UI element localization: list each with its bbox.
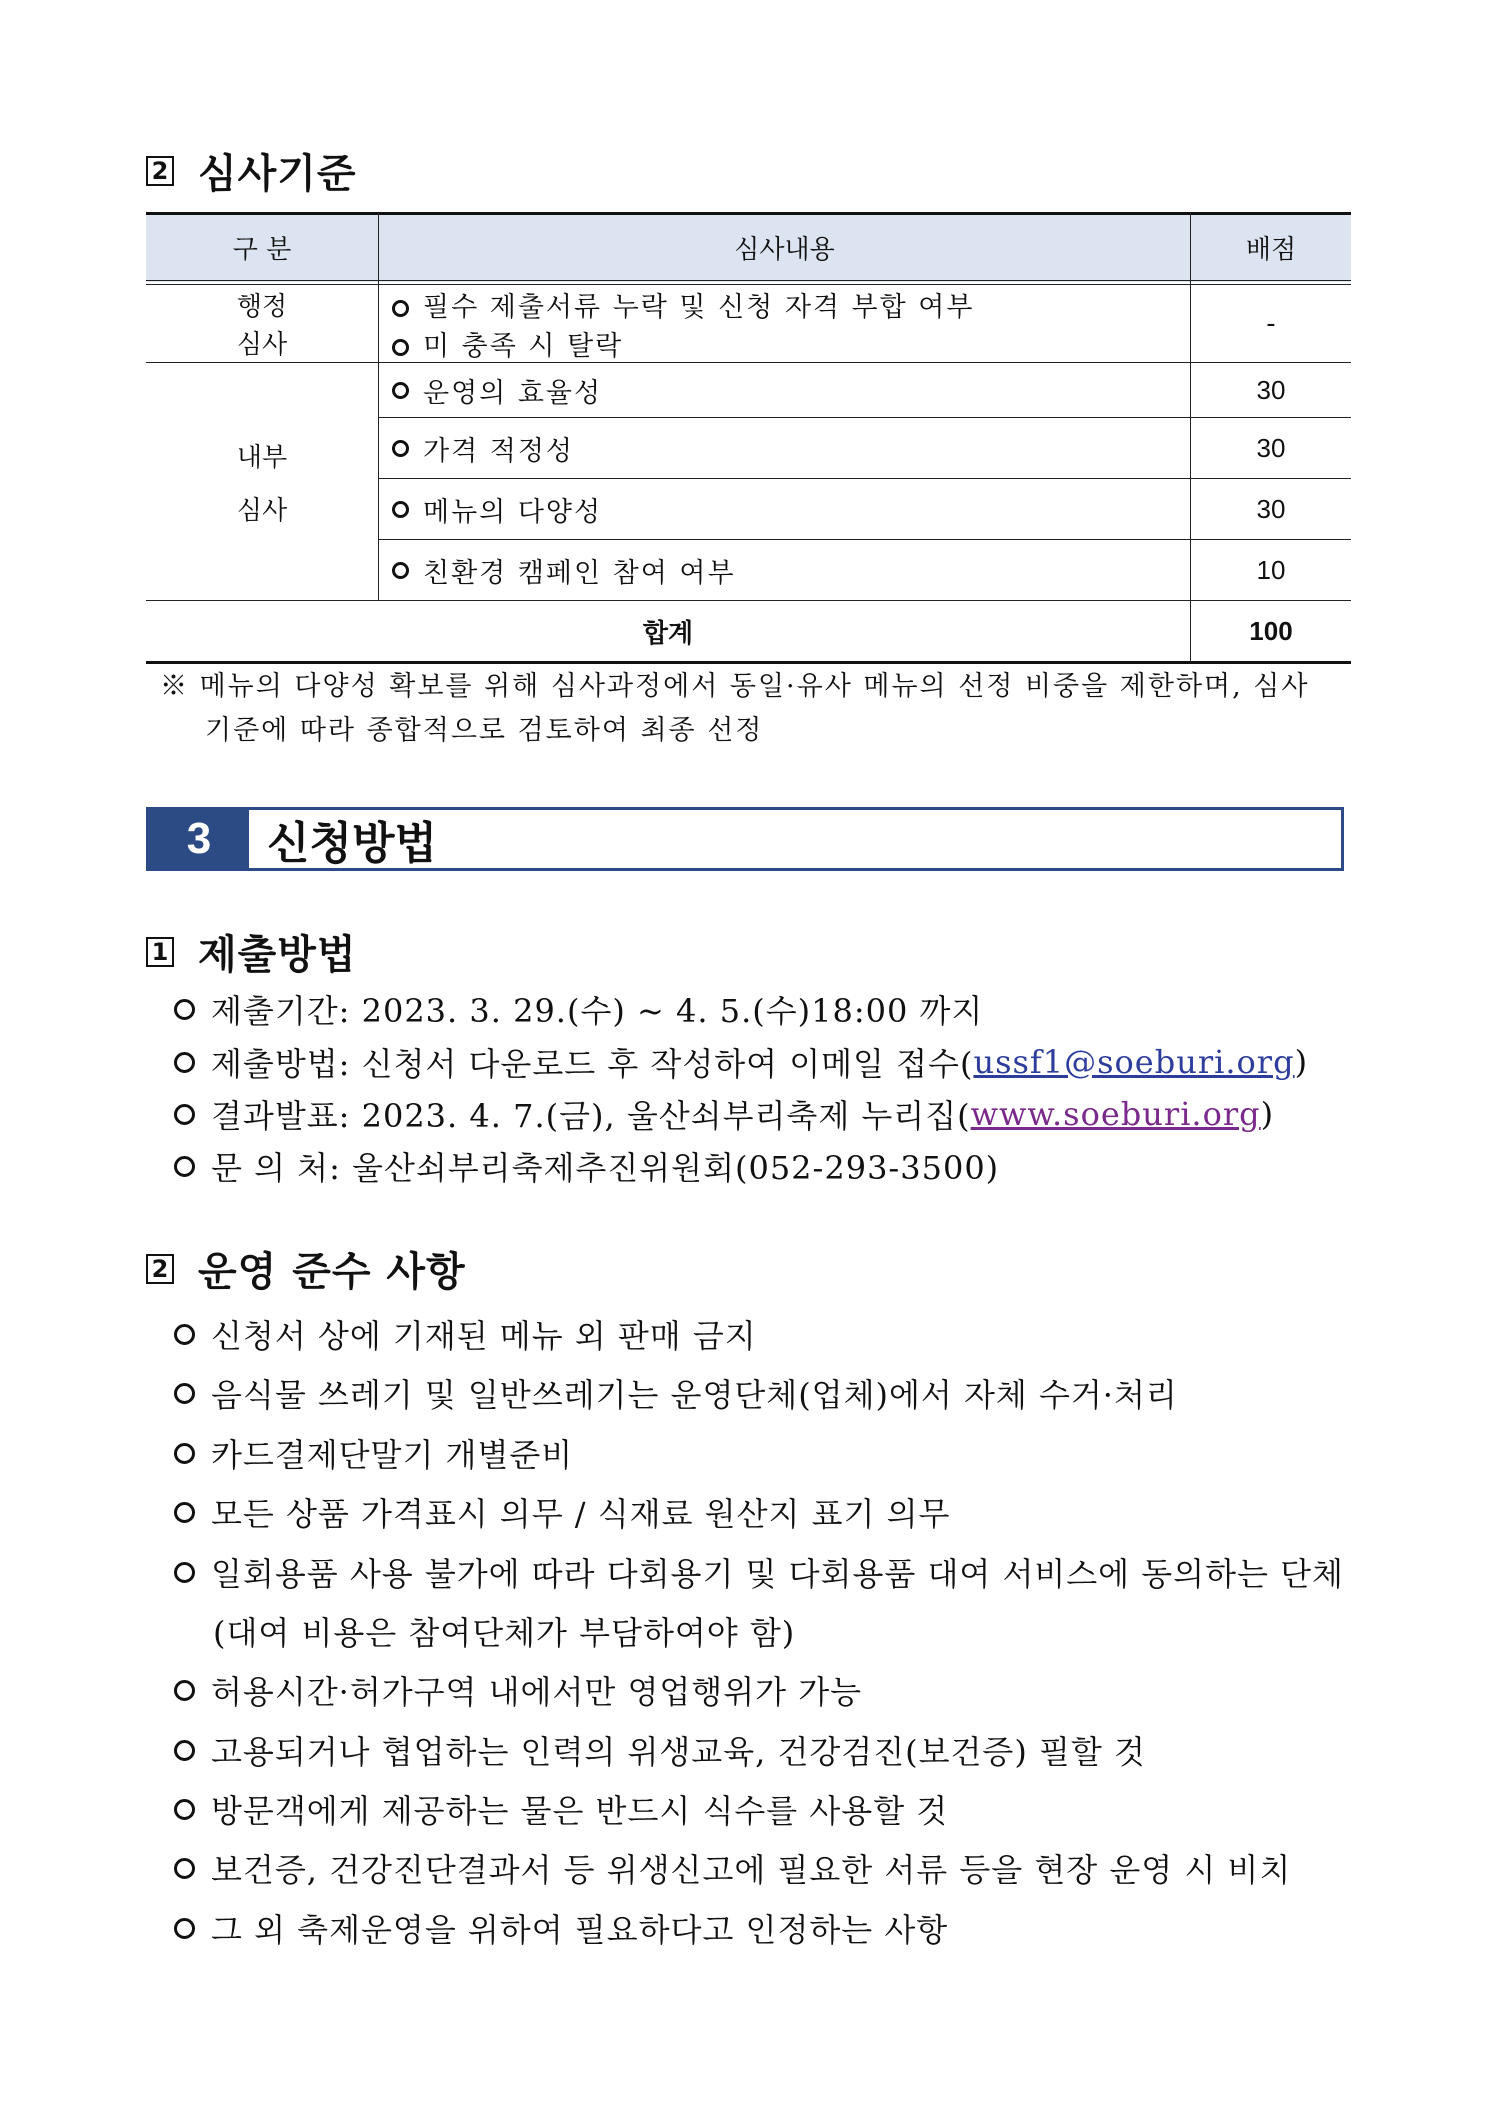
internal-item <box>392 363 1182 417</box>
circle-bullet-icon <box>174 1156 195 1177</box>
compliance-item-text: 그 외 축제운영을 위하여 필요하다고 인정하는 사항 <box>211 1911 949 1949</box>
circle-bullet-icon <box>392 339 409 356</box>
section-number: 3 <box>149 810 249 868</box>
internal-item <box>392 418 1182 478</box>
compliance-item-text: 카드결제단말기 개별준비 <box>211 1436 574 1474</box>
compliance-item <box>174 1727 1146 1773</box>
circle-bullet-icon <box>174 1740 195 1761</box>
submission-method-suffix: ) <box>1294 1043 1309 1081</box>
total-score: 100 <box>1249 615 1293 646</box>
compliance-item <box>174 1845 1291 1891</box>
compliance-item-text: 모든 상품 가격표시 의무 / 식재료 원산지 표기 의무 <box>211 1495 951 1533</box>
compliance-heading <box>146 1240 466 1297</box>
header-category: 구 분 <box>232 234 292 265</box>
submission-method-text: 제출방법: 신청서 다운로드 후 작성하여 이메일 접수( <box>211 1045 974 1083</box>
circle-bullet-icon <box>174 1680 195 1701</box>
compliance-item <box>174 1370 1178 1416</box>
internal-score: 10 <box>1256 554 1286 585</box>
circle-bullet-icon <box>174 1502 195 1523</box>
compliance-item-text: 허용시간·허가구역 내에서만 영업행위가 가능 <box>211 1673 863 1711</box>
compliance-item-text: 고용되거나 협업하는 인력의 위생교육, 건강검진(보건증) 필할 것 <box>211 1733 1146 1771</box>
internal-item-text: 친환경 캠페인 참여 여부 <box>423 557 736 589</box>
circle-bullet-icon <box>174 1104 195 1125</box>
circle-bullet-icon <box>174 1562 195 1583</box>
compliance-item <box>174 1786 948 1832</box>
internal-score: 30 <box>1256 493 1286 524</box>
circle-bullet-icon <box>392 440 409 457</box>
contact-info <box>174 1143 999 1189</box>
compliance-item-text: (대여 비용은 참여단체가 부담하여야 함) <box>213 1614 796 1652</box>
circle-bullet-icon <box>174 1858 195 1879</box>
circle-bullet-icon <box>174 1799 195 1820</box>
admin-score: - <box>1266 308 1276 339</box>
note-line-1: ※ 메뉴의 다양성 확보를 위해 심사과정에서 동일·유사 메뉴의 선정 비중을 제한하며, 심사 <box>160 671 1310 702</box>
internal-score: 30 <box>1256 432 1286 463</box>
compliance-item-text: 방문객에게 제공하는 물은 반드시 식수를 사용할 것 <box>211 1792 949 1830</box>
internal-item <box>392 479 1182 539</box>
compliance-item-text: 음식물 쓰레기 및 일반쓰레기는 운영단체(업체)에서 자체 수거·처리 <box>211 1376 1178 1414</box>
submission-heading <box>146 923 357 980</box>
circle-bullet-icon <box>174 1383 195 1404</box>
internal-item-text: 가격 적정성 <box>423 435 574 467</box>
header-score: 배점 <box>1245 234 1297 265</box>
compliance-item <box>174 1430 573 1476</box>
criteria-table <box>146 212 1351 664</box>
criteria-heading <box>146 142 357 199</box>
result-announcement <box>174 1091 1274 1137</box>
contact-info-text: 문 의 처: 울산쇠부리축제추진위원회(052-293-3500) <box>211 1149 1000 1187</box>
compliance-item <box>174 1311 757 1357</box>
submission-heading-number: 1 <box>146 937 174 967</box>
note-line-2: 기준에 따라 종합적으로 검토하여 최종 선정 <box>205 715 764 746</box>
circle-bullet-icon <box>392 501 409 518</box>
submission-period-text: 제출기간: 2023. 3. 29.(수) ~ 4. 5.(수)18:00 까지 <box>211 992 984 1030</box>
submission-heading-title: 제출방법 <box>198 932 357 978</box>
internal-category <box>146 363 378 600</box>
compliance-heading-title: 운영 준수 사항 <box>198 1249 466 1295</box>
admin-item-text: 필수 제출서류 누락 및 신청 자격 부합 여부 <box>423 292 975 323</box>
email-link[interactable]: ussf1@soeburi.org <box>973 1043 1295 1081</box>
internal-category-line1: 내부 <box>236 442 288 473</box>
circle-bullet-icon <box>392 300 409 317</box>
internal-item <box>392 540 1182 600</box>
internal-item-text: 운영의 효율성 <box>423 377 603 409</box>
internal-category-line2: 심사 <box>236 495 288 526</box>
circle-bullet-icon <box>174 1918 195 1939</box>
compliance-heading-number: 2 <box>146 1254 174 1284</box>
internal-item-text: 메뉴의 다양성 <box>423 496 603 528</box>
submission-method <box>174 1039 1308 1085</box>
circle-bullet-icon <box>174 1052 195 1073</box>
admin-items <box>392 285 1182 362</box>
compliance-item-text: 보건증, 건강진단결과서 등 위생신고에 필요한 서류 등을 현장 운영 시 비치 <box>211 1851 1292 1889</box>
criteria-heading-number: 2 <box>146 156 174 186</box>
circle-bullet-icon <box>392 382 409 399</box>
header-content: 심사내용 <box>734 234 835 265</box>
admin-item-text: 미 충족 시 탈락 <box>423 331 624 362</box>
compliance-item <box>174 1905 948 1951</box>
result-announcement-text: 결과발표: 2023. 4. 7.(금), 울산쇠부리축제 누리집( <box>211 1097 971 1135</box>
admin-item <box>392 324 1182 363</box>
compliance-item-text: 일회용품 사용 불가에 따라 다회용기 및 다회용품 대여 서비스에 동의하는 단체 <box>211 1555 1344 1593</box>
compliance-item-text: 신청서 상에 기재된 메뉴 외 판매 금지 <box>211 1317 757 1355</box>
submission-period <box>174 986 983 1032</box>
circle-bullet-icon <box>174 999 195 1020</box>
criteria-heading-title: 심사기준 <box>198 151 357 197</box>
internal-score: 30 <box>1256 374 1286 405</box>
admin-category <box>146 285 378 362</box>
admin-item <box>392 285 1182 324</box>
website-link[interactable]: www.soeburi.org <box>970 1095 1261 1133</box>
circle-bullet-icon <box>174 1443 195 1464</box>
section-title: 신청방법 <box>267 818 438 869</box>
circle-bullet-icon <box>392 562 409 579</box>
circle-bullet-icon <box>174 1324 195 1345</box>
compliance-item <box>174 1667 862 1713</box>
compliance-item <box>174 1549 1344 1595</box>
compliance-item-continuation <box>213 1608 795 1654</box>
section-banner <box>146 807 1344 871</box>
result-announcement-suffix: ) <box>1260 1095 1275 1133</box>
admin-category-line2: 심사 <box>236 330 288 361</box>
admin-category-line1: 행정 <box>236 291 288 322</box>
total-label: 합계 <box>642 618 694 649</box>
compliance-item <box>174 1489 950 1535</box>
